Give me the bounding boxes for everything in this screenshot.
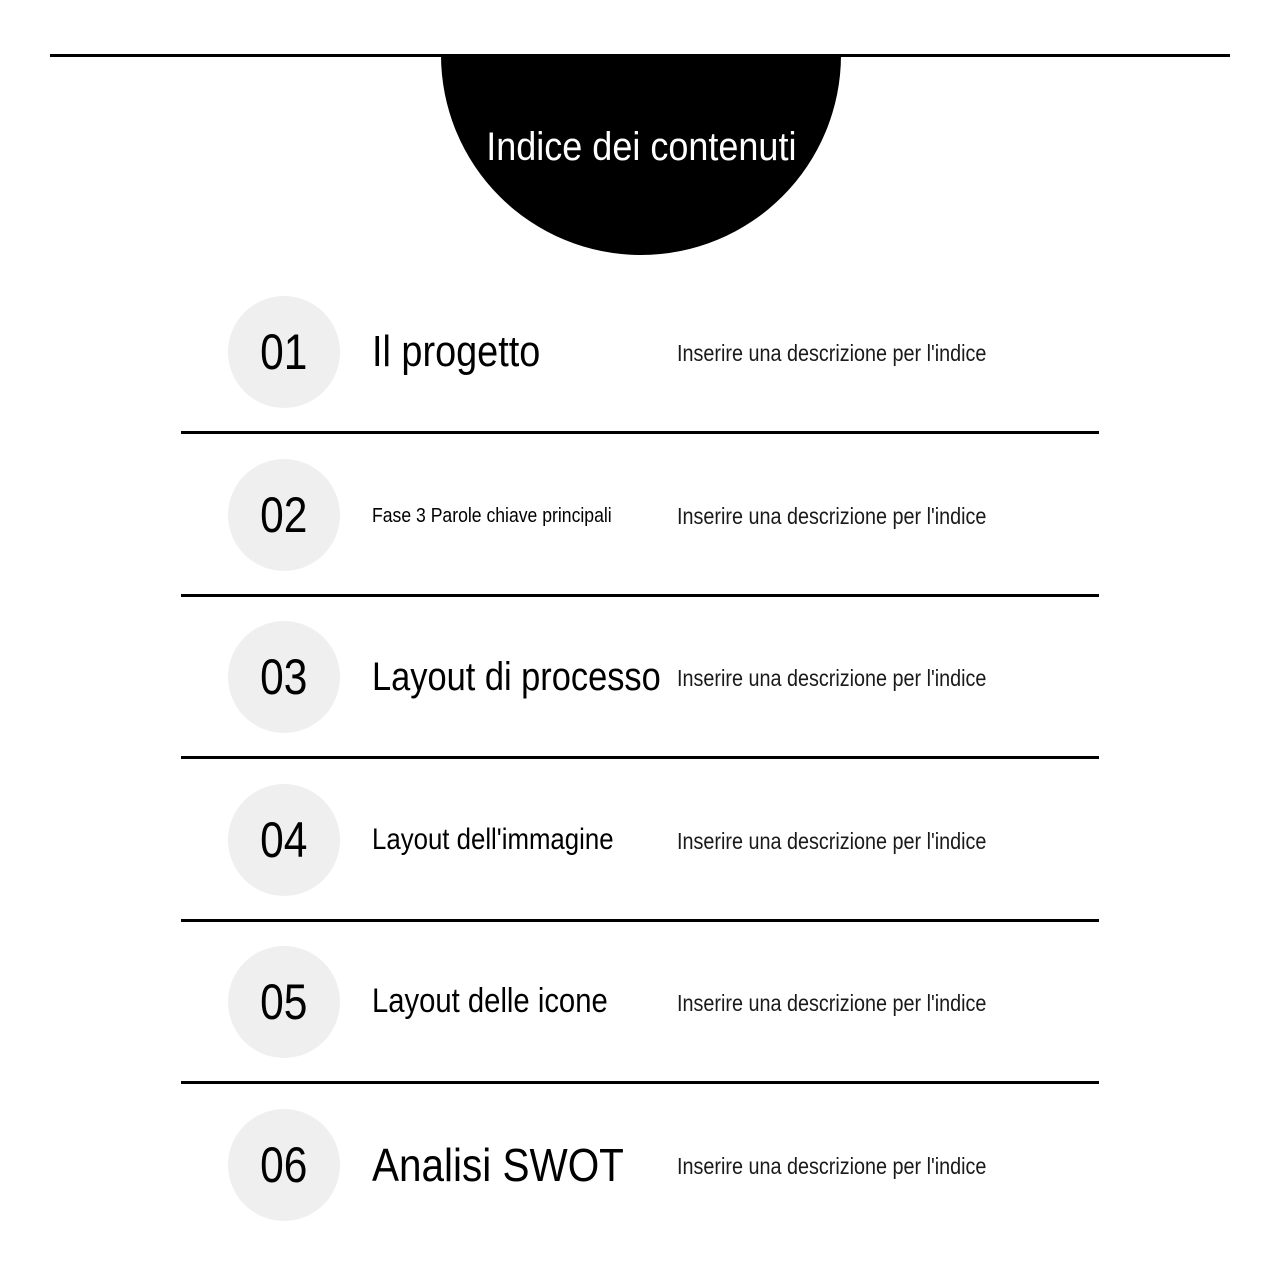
divider <box>181 756 1099 759</box>
entry-number: 04 <box>260 812 308 868</box>
entry-title: Layout di processo <box>372 655 661 699</box>
entry-title: Fase 3 Parole chiave principali <box>372 505 612 527</box>
entry-number: 01 <box>260 324 308 380</box>
entry-number: 03 <box>260 649 308 705</box>
entry-title: Layout delle icone <box>372 982 608 1020</box>
entry-number-badge <box>228 784 340 896</box>
entry-description: Inserire una descrizione per l'indice <box>677 340 987 366</box>
entry-number: 02 <box>260 487 308 543</box>
entry-description: Inserire una descrizione per l'indice <box>677 990 987 1016</box>
page-title <box>441 122 841 172</box>
divider <box>181 431 1099 434</box>
entry-description: Inserire una descrizione per l'indice <box>677 1153 987 1179</box>
entry-title: Il progetto <box>372 327 541 376</box>
entry-title: Analisi SWOT <box>372 1139 624 1191</box>
divider <box>181 1081 1099 1084</box>
entry-number-badge <box>228 1109 340 1221</box>
entry-number-badge <box>228 296 340 408</box>
page-title-text: Indice dei contenuti <box>485 125 797 169</box>
entry-number-badge <box>228 621 340 733</box>
entry-description: Inserire una descrizione per l'indice <box>677 503 987 529</box>
divider <box>181 919 1099 922</box>
entry-number-badge <box>228 946 340 1058</box>
entry-title: Layout dell'immagine <box>372 823 614 856</box>
entry-number: 05 <box>260 974 308 1030</box>
entry-description: Inserire una descrizione per l'indice <box>677 828 987 854</box>
entry-number: 06 <box>260 1137 308 1193</box>
divider <box>181 594 1099 597</box>
entry-description: Inserire una descrizione per l'indice <box>677 665 987 691</box>
entry-number-badge <box>228 459 340 571</box>
